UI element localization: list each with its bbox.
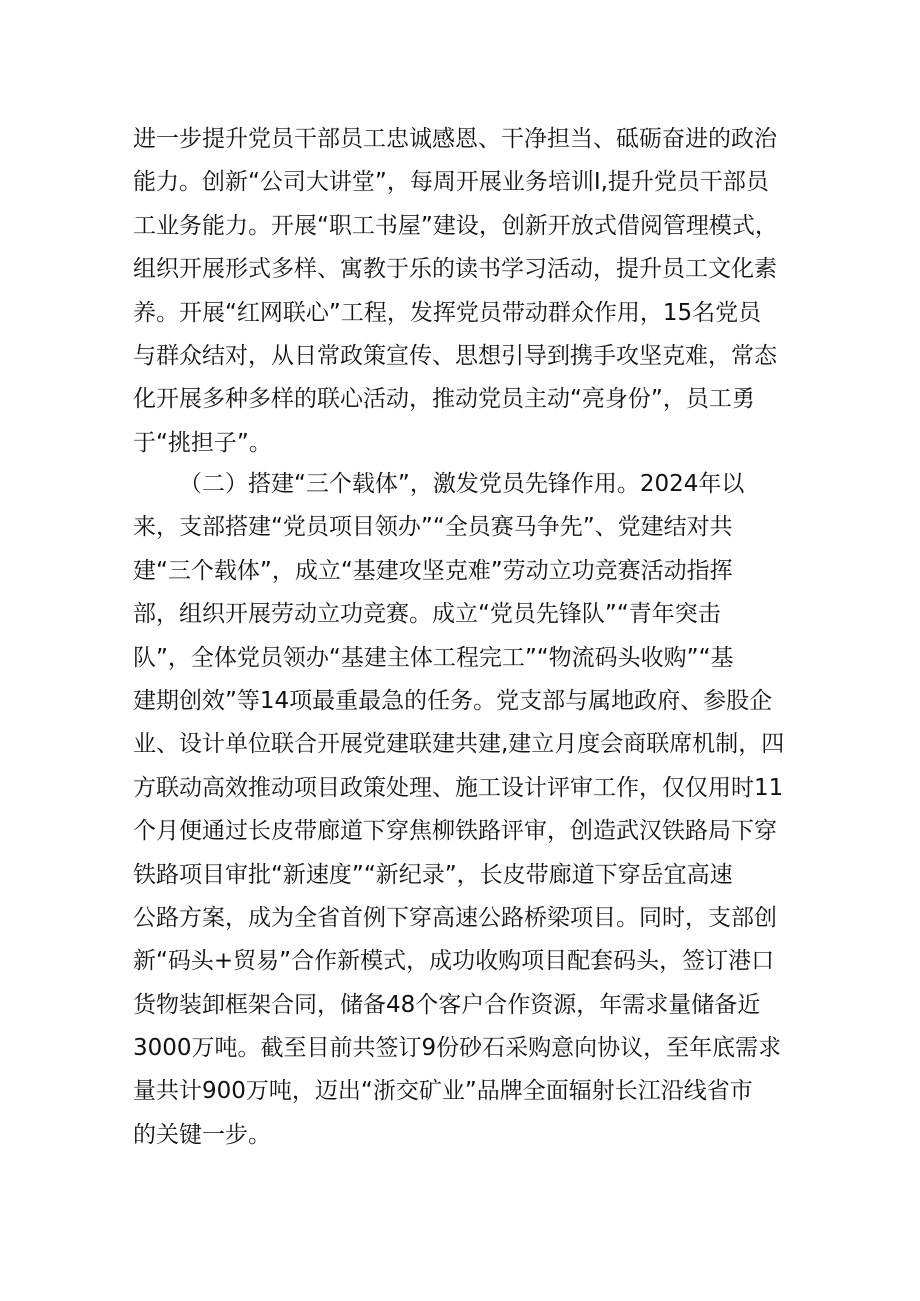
paragraph-1 bbox=[133, 118, 805, 465]
text-line: 部，组织开展劳动立功竞赛。成立“党员先锋队”“青年突击 bbox=[133, 601, 721, 628]
text-line: 能力。创新“公司大讲堂”，每周开展业务培训Ⅰ,提升党员干部员 bbox=[133, 169, 769, 196]
text-line: 业、设计单位联合开展党建联建共建,建立月度会商联席机制，四 bbox=[133, 731, 785, 758]
text-line: 队”，全体党员领办“基建主体工程完工”“物流码头收购”“基 bbox=[133, 644, 734, 671]
text-line: 新“码头+贸易”合作新模式，成功收购项目配套码头，签订港口 bbox=[133, 948, 775, 975]
paragraph-2 bbox=[133, 463, 805, 1157]
text-line: 化开展多种多样的联心活动，推动党员主动“亮身份”，员工勇 bbox=[133, 386, 755, 413]
text-line: 3000万吨。截至目前共签订9份砂石采购意向协议，至年底需求 bbox=[133, 1035, 782, 1062]
text-line: 建“三个载体”，成立“基建攻坚克难”劳动立功竞赛活动指挥 bbox=[133, 557, 733, 584]
text-line: 与群众结对，从日常政策宣传、思想引导到携手攻坚克难，常态 bbox=[133, 342, 777, 369]
text-line: 养。开展“红网联心”工程，发挥党员带动群众作用，15名党员 bbox=[133, 299, 762, 326]
text-line: 方联动高效推动项目政策处理、施工设计评审工作，仅仅用时11 bbox=[133, 774, 784, 801]
text-line: 工业务能力。开展“职工书屋”建设，创新开放式借阅管理模式， bbox=[133, 212, 778, 239]
text-line: 量共计900万吨，迈出“浙交矿业”品牌全面辐射长江沿线省市 bbox=[133, 1078, 753, 1105]
text-line: 组织开展形式多样、寓教于乐的读书学习活动，提升员工文化素 bbox=[133, 256, 777, 283]
text-line: 于“挑担子”。 bbox=[133, 429, 272, 456]
text-line: 进一步提升党员干部员工忠诚感恩、干净担当、砥砺奋进的政治 bbox=[133, 126, 777, 152]
text-line: 个月便通过长皮带廊道下穿焦柳铁路评审，创造武汉铁路局下穿 bbox=[133, 818, 777, 845]
text-line: 公路方案，成为全省首例下穿高速公路桥梁项目。同时，支部创 bbox=[133, 904, 777, 931]
text-line: 来，支部搭建“党员项目领办”“全员赛马争先”、党建结对共 bbox=[133, 514, 733, 541]
text-line: 建期创效”等14项最重最急的任务。党支部与属地政府、参股企 bbox=[133, 687, 773, 714]
text-line: 货物装卸框架合同，储备48个客户合作资源，年需求量储备近 bbox=[133, 991, 761, 1018]
text-line: 铁路项目审批“新速度”“新纪录”，长皮带廊道下穿岳宜高速 bbox=[133, 861, 733, 888]
section-heading-line: （二）搭建“三个载体”，激发党员先锋作用。2024年以 bbox=[179, 471, 745, 497]
text-line: 的关键一步。 bbox=[133, 1121, 271, 1148]
